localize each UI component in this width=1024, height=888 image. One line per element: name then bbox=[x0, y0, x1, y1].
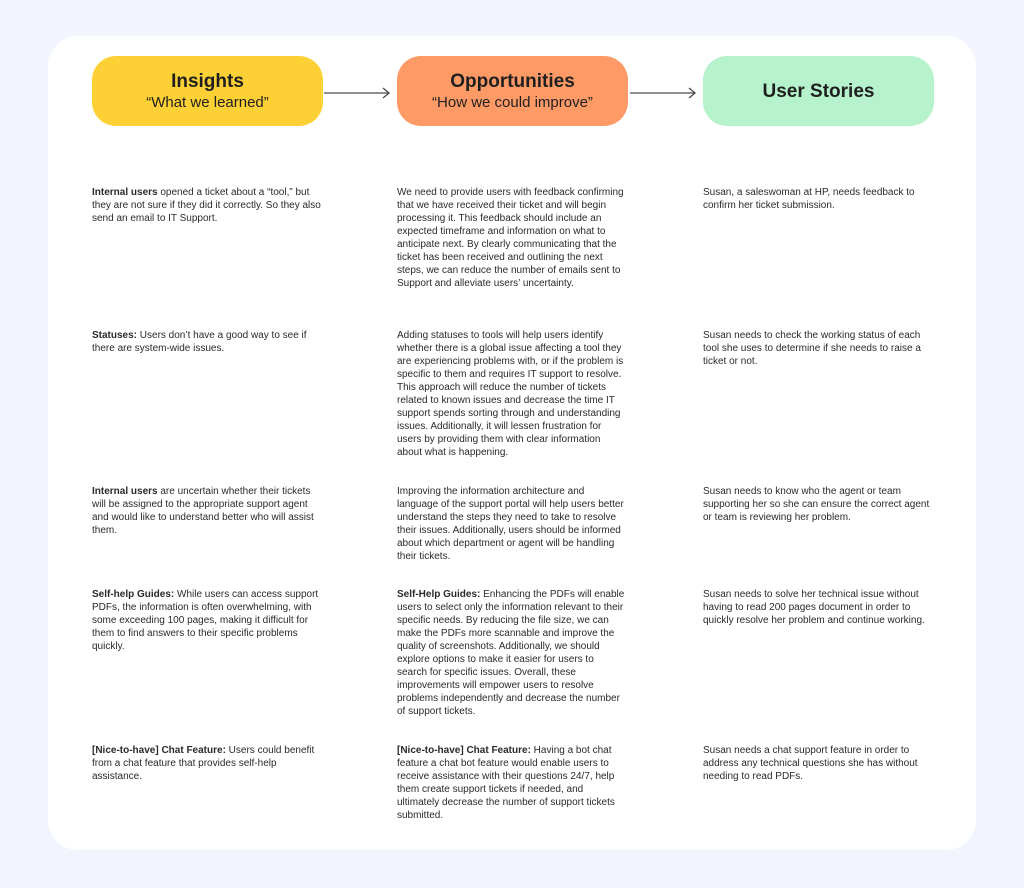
opportunity-text: Improving the information architecture and language of the support portal will help users better understand the steps they need to take to resolve their issues. Additionally, users should be informed about which department or agent will be handling their tickets. bbox=[397, 486, 624, 562]
opportunity-lead: Self-Help Guides: bbox=[397, 589, 481, 600]
user-story-item: Susan needs a chat support feature in order to address any technical questions she has without needing to read PDFs. bbox=[703, 745, 918, 782]
opportunities-header bbox=[397, 56, 628, 126]
insight-lead: Internal users bbox=[92, 486, 158, 497]
opportunity-item bbox=[397, 329, 625, 459]
opportunity-item bbox=[397, 744, 625, 822]
user-story-item: Susan needs to check the working status of each tool she uses to determine if she needs to raise a ticket or not. bbox=[703, 330, 921, 367]
user-story-item: Susan needs to know who the agent or team supporting her so she can ensure the correct agent or team is reviewing her problem. bbox=[703, 486, 930, 523]
insight-text: Users could benefit from a chat feature that provides self-help assistance. bbox=[92, 745, 315, 782]
arrow-right-icon bbox=[630, 86, 698, 100]
opportunities-subtitle: “How we could improve” bbox=[432, 94, 593, 111]
user-story-item: Susan, a saleswoman at HP, needs feedback to confirm her ticket submission. bbox=[703, 187, 915, 211]
insights-header bbox=[92, 56, 323, 126]
arrow-right-icon bbox=[324, 86, 392, 100]
insight-lead: Internal users bbox=[92, 187, 158, 198]
opportunity-item bbox=[397, 588, 625, 718]
insight-lead: Self-help Guides: bbox=[92, 589, 175, 600]
opportunity-text: Adding statuses to tools will help users identify whether there is a global issue affecting a tool they are experiencing problems with, or if the problem is specific to them and requires IT support to resolve. This approach will reduce the number of tickets related to known issues and decrease the time IT support spends sorting through and understanding issues. Additionally, it will lessen frustration for users by providing them with clear information about what is happening. bbox=[397, 330, 624, 458]
insights-title: Insights bbox=[171, 71, 244, 92]
insight-item bbox=[92, 588, 322, 653]
insight-text: are uncertain whether their tickets will be assigned to the appropriate support agent and would like to understand better who will assist them. bbox=[92, 486, 314, 536]
insight-item bbox=[92, 485, 322, 537]
opportunity-text: We need to provide users with feedback confirming that we have received their ticket and will begin processing it. This feedback should include an expected timeframe and information on what to anticipate next. By clearly communicating that the ticket has been received and outlining the next steps, we can reduce the number of emails sent to Support and alleviate users’ uncertainty. bbox=[397, 187, 624, 289]
user-story-item: Susan needs to solve her technical issue without having to read 200 pages document in order to quickly resolve her problem and continue working. bbox=[703, 589, 925, 626]
insight-text: opened a ticket about a “tool,” but they are not sure if they did it correctly. So they also send an email to IT Support. bbox=[92, 187, 321, 224]
insight-item bbox=[92, 186, 322, 225]
insight-item bbox=[92, 329, 322, 355]
opportunity-text: Having a bot chat feature a chat bot feature would enable users to receive assistance with their questions 24/7, help them create support tickets if needed, and ultimately decrease the number of support tickets submitted. bbox=[397, 745, 615, 821]
insight-item bbox=[92, 744, 322, 783]
user-stories-header bbox=[703, 56, 934, 126]
opportunity-item bbox=[397, 485, 625, 563]
opportunity-text: Enhancing the PDFs will enable users to select only the information relevant to their specific needs. By reducing the file size, we can make the PDFs more scannable and improve the quality of screenshots. Additionally, we should explore options to make it easier for users to search for specific issues. Overall, these improvements will empower users to resolve problems independently and decrease the number of support tickets. bbox=[397, 589, 625, 717]
insight-text: Users don’t have a good way to see if there are system-wide issues. bbox=[92, 330, 307, 354]
opportunity-item bbox=[397, 186, 625, 290]
opportunities-title: Opportunities bbox=[450, 71, 575, 92]
insights-subtitle: “What we learned” bbox=[146, 94, 269, 111]
user-stories-title: User Stories bbox=[762, 80, 875, 102]
opportunity-lead: [Nice-to-have] Chat Feature: bbox=[397, 745, 531, 756]
insight-text: While users can access support PDFs, the information is often overwhelming, with some exceeding 100 pages, making it difficult for them to find answers to their specific problems quickly. bbox=[92, 589, 319, 652]
insight-lead: [Nice-to-have] Chat Feature: bbox=[92, 745, 226, 756]
insight-lead: Statuses: bbox=[92, 330, 138, 341]
